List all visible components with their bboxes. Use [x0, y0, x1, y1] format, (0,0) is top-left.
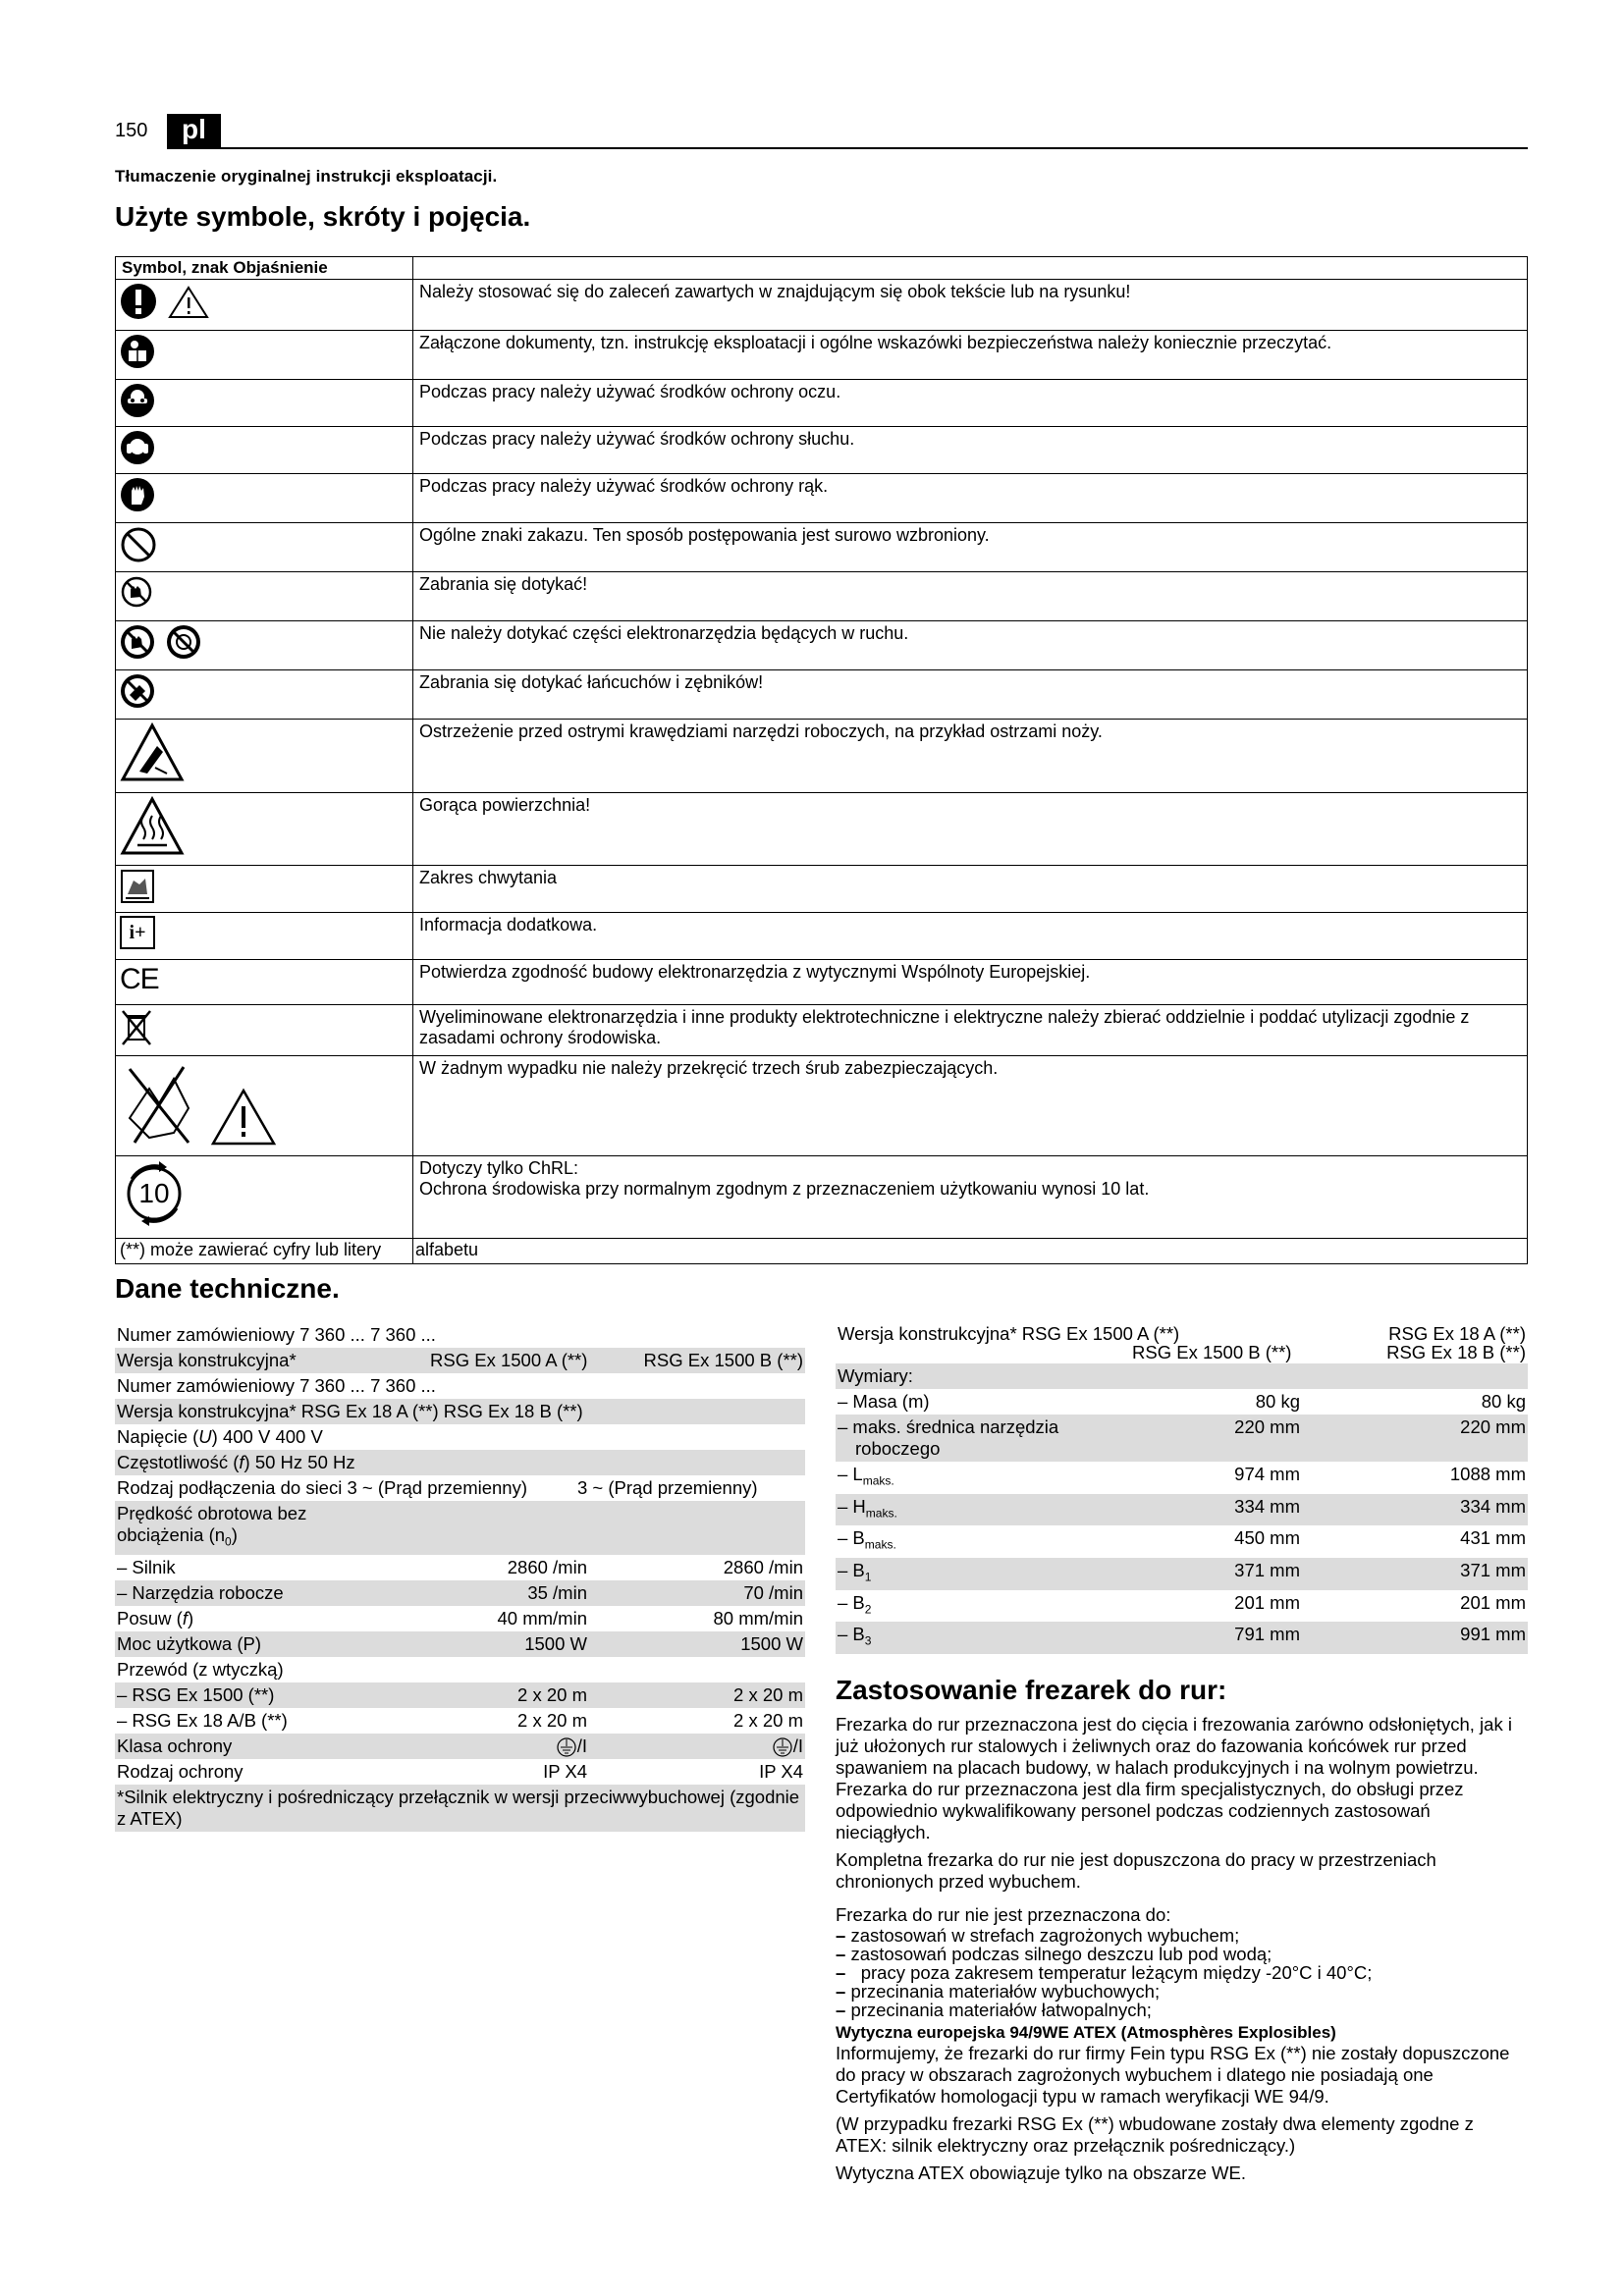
symbol-description: Informacja dodatkowa.	[413, 913, 1528, 960]
footnote-right: alfabetu	[413, 1239, 1528, 1264]
table-row	[116, 913, 1528, 960]
tech-row: Wersja konstrukcyjna* RSG Ex 1500 A (**) RSG Ex 1500 B (**) RSG Ex 18 A (**) RSG Ex 18 B (**)	[838, 1323, 1526, 1362]
symbols-table	[115, 256, 1528, 1264]
symbol-description: Potwierdza zgodność budowy elektronarzędzia z wytycznymi Wspólnoty Europejskiej.	[413, 960, 1528, 1005]
china-rohs-10-icon	[120, 1159, 189, 1228]
eye-protection-icon	[120, 383, 155, 418]
not-intended-list	[836, 1926, 1528, 2019]
tech-row: Prędkość obrotowa bez obciążenia $(n_0)$	[115, 1501, 805, 1555]
do-not-touch-icon	[120, 575, 153, 609]
tech-row: Częstotliwość (f) 50 Hz 50 Hz	[115, 1450, 805, 1475]
tech-row: – $B_1$ 371 mm 371 mm	[836, 1558, 1528, 1590]
no-touch-moving-parts-icon	[120, 624, 155, 660]
tech-row: Rodzaj podłączenia do sieci 3 ~ (Prąd przemienny) 3 ~ (Prąd przemienny)	[117, 1477, 758, 1498]
prohibition-icon	[120, 526, 157, 563]
tech-note: *Silnik elektryczny i pośredniczący przełącznik w wersji przeciwwybuchowej (zgodnie z ATEX)	[115, 1785, 805, 1832]
ten-years-label: 10	[138, 1178, 170, 1208]
table-row	[116, 427, 1528, 474]
tech-row: – $H_{maks.}$ 334 mm 334 mm	[836, 1494, 1528, 1526]
table-header-row	[116, 257, 1528, 280]
info-icon: i+	[120, 916, 155, 949]
tech-row: Napięcie (U) 400 V 400 V	[117, 1426, 323, 1447]
tech-row: Posuw (f) 40 mm/min 80 mm/min	[117, 1607, 803, 1629]
application-section	[836, 1714, 1528, 2190]
table-row	[116, 380, 1528, 427]
table-row	[116, 474, 1528, 523]
table-footer-row	[116, 1239, 1528, 1264]
ce-mark-icon: CE	[120, 963, 159, 995]
paragraph: Frezarka do rur przeznaczona jest do cięcia i frezowania zarówno odsłoniętych, jak i już ułożonych rur stalowych i żeliwnych oraz do fazowania końcówek rur przed spawaniem na placach budowy, w halach produkcyjnych i na wolnym powietrzu. Frezarka do rur przeznaczona jest dla firm specjalistycznych, do obsługi przez odpowiednio wykwalifikowany personel podczas codziennych zastosowań nieciągłych.	[836, 1714, 1512, 1842]
sharp-edges-warning-icon	[120, 722, 185, 783]
tech-data-right-column	[836, 1322, 1528, 1654]
application-section-title: Zastosowanie frezarek do rur:	[836, 1675, 1227, 1705]
language-badge: pl	[167, 114, 221, 147]
symbol-description: Ostrzeżenie przed ostrymi krawędziami narzędzi roboczych, na przykład ostrzami noży.	[413, 720, 1528, 793]
tech-row: Wersja konstrukcyjna* RSG Ex 1500 A (**) RSG Ex 1500 B (**)	[115, 1348, 805, 1373]
table-row	[116, 621, 1528, 670]
paragraph: (W przypadku frezarki RSG Ex (**) wbudowane zostały dwa elementy zgodne z ATEX: silnik elektryczny oraz przełącznik pośredniczący.)	[836, 2113, 1474, 2156]
hand-protection-icon	[120, 477, 155, 512]
symbol-description: Ogólne znaki zakazu. Ten sposób postępowania jest surowo wzbroniony.	[413, 523, 1528, 572]
tech-row: Wersja konstrukcyjna* RSG Ex 18 A (**) RSG Ex 18 B (**)	[115, 1399, 805, 1424]
tech-row: Wymiary:	[836, 1363, 1528, 1389]
tech-row: Moc użytkowa (P) 1500 W 1500 W	[115, 1631, 805, 1657]
symbol-description: Gorąca powierzchnia!	[413, 793, 1528, 866]
symbol-description: Zabrania się dotykać łańcuchów i zębników!	[413, 670, 1528, 720]
table-row	[116, 670, 1528, 720]
tech-row: Przewód (z wtyczką)	[117, 1658, 284, 1680]
tech-row: Klasa ochrony /I /I	[115, 1734, 805, 1759]
hot-surface-icon	[120, 796, 185, 857]
tech-row: Rodzaj ochrony IP X4 IP X4	[117, 1760, 803, 1782]
grip-range-icon	[120, 869, 155, 904]
header-rule	[167, 147, 1528, 149]
table-row	[116, 1156, 1528, 1239]
tech-row: Numer zamówieniowy 7 360 ... 7 360 ...	[117, 1375, 436, 1396]
symbol-description: W żadnym wypadku nie należy przekręcić trzech śrub zabezpieczających.	[413, 1056, 1528, 1156]
document-subtitle: Tłumaczenie oryginalnej instrukcji eksploatacji.	[115, 167, 498, 186]
paragraph: Kompletna frezarka do rur nie jest dopuszczona do pracy w przestrzeniach chronionych przed wybuchem.	[836, 1849, 1436, 1892]
tech-row: – Narzędzia robocze 35 /min 70 /min	[115, 1580, 805, 1606]
mandatory-action-icon	[120, 283, 157, 320]
table-row	[116, 720, 1528, 793]
do-not-turn-screws-icon	[120, 1059, 198, 1148]
tech-row: – $L_{maks.}$ 974 mm 1088 mm	[838, 1464, 1526, 1488]
list-item: – przecinania materiałów wybuchowych;	[836, 1982, 1528, 2001]
tech-row: – RSG Ex 18 A/B (**) 2 x 20 m 2 x 20 m	[117, 1709, 803, 1731]
table-row	[116, 331, 1528, 380]
symbol-description: Podczas pracy należy używać środków ochrony słuchu.	[413, 427, 1528, 474]
symbol-description: Podczas pracy należy używać środków ochrony oczu.	[413, 380, 1528, 427]
table-row	[116, 523, 1528, 572]
table-row	[116, 1005, 1528, 1056]
tech-row: – Silnik 2860 /min 2860 /min	[117, 1556, 803, 1577]
table-row	[116, 960, 1528, 1005]
symbol-description: Załączone dokumenty, tzn. instrukcję eksploatacji i ogólne wskazówki bezpieczeństwa należy koniecznie przeczytać.	[413, 331, 1528, 380]
tech-row: Numer zamówieniowy 7 360 ... 7 360 ...	[117, 1324, 436, 1345]
tech-row: – $B_{maks.}$ 450 mm 431 mm	[838, 1527, 1526, 1553]
symbol-description: Wyeliminowane elektronarzędzia i inne produkty elektrotechniczne i elektryczne należy zbierać oddzielnie i poddać utylizacji zgodnie z zasadami ochrony środowiska.	[413, 1005, 1528, 1056]
tech-data-title: Dane techniczne.	[115, 1273, 340, 1304]
list-item: – pracy poza zakresem temperatur leżącym między -20°C i 40°C;	[836, 1963, 1528, 1982]
atex-heading: Wytyczna europejska 94/9WE ATEX (Atmosphères Explosibles)	[836, 2023, 1336, 2042]
symbol-description: Należy stosować się do zaleceń zawartych w znajdującym się obok tekście lub na rysunku!	[413, 280, 1528, 331]
table-row	[116, 1056, 1528, 1156]
symbols-section-title: Użyte symbole, skróty i pojęcia.	[115, 201, 531, 232]
header-symbol-cell: Symbol, znak Objaśnienie	[116, 257, 413, 280]
tech-row: – Masa (m) 80 kg 80 kg	[838, 1391, 1526, 1412]
symbol-description-line: Dotyczy tylko ChRL:	[419, 1158, 579, 1178]
tech-data-left-column	[115, 1322, 805, 1832]
symbol-description: Zabrania się dotykać!	[413, 572, 1528, 621]
symbol-description: Nie należy dotykać części elektronarzędzia będących w ruchu.	[413, 621, 1528, 670]
warning-triangle-icon	[168, 285, 209, 320]
ground-class-icon	[556, 1737, 577, 1757]
tech-row: – maks. średnica narzędzia roboczego 220 mm 220 mm	[836, 1415, 1528, 1462]
table-row	[116, 280, 1528, 331]
list-item: – przecinania materiałów łatwopalnych;	[836, 2001, 1528, 2019]
tech-row: – $B_2$ 201 mm 201 mm	[838, 1591, 1526, 1617]
table-row	[116, 866, 1528, 913]
symbol-description: Zakres chwytania	[413, 866, 1528, 913]
header-blank-cell	[413, 257, 1528, 280]
read-manual-icon	[120, 334, 155, 369]
no-touch-chains-icon	[120, 673, 155, 709]
weee-crossed-bin-icon	[120, 1008, 153, 1047]
paragraph: Frezarka do rur nie jest przeznaczona do:	[836, 1904, 1171, 1925]
table-row	[116, 572, 1528, 621]
warning-triangle-icon	[209, 1087, 278, 1148]
ground-class-icon	[772, 1737, 793, 1757]
footnote-left: (**) może zawierać cyfry lub litery	[116, 1239, 413, 1264]
paragraph: Wytyczna ATEX obowiązuje tylko na obszarze WE.	[836, 2163, 1246, 2183]
tech-row: – $B_3$ 791 mm 991 mm	[836, 1622, 1528, 1654]
list-item: – zastosowań w strefach zagrożonych wybuchem;	[836, 1926, 1528, 1945]
list-item: – zastosowań podczas silnego deszczu lub pod wodą;	[836, 1945, 1528, 1963]
paragraph: Informujemy, że frezarki do rur firmy Fein typu RSG Ex (**) nie zostały dopuszczone do pracy w obszarach zagrożonych wybuchem i dlatego nie posiadają one Certyfikatów homologacji typu w ramach weryfikacji WE 94/9.	[836, 2043, 1510, 2107]
ear-protection-icon	[120, 430, 155, 465]
page-number: 150	[115, 120, 148, 141]
table-row	[116, 793, 1528, 866]
tech-row: – RSG Ex 1500 (**) 2 x 20 m 2 x 20 m	[115, 1682, 805, 1708]
symbol-description: Podczas pracy należy używać środków ochrony rąk.	[413, 474, 1528, 523]
symbol-description-line: Ochrona środowiska przy normalnym zgodnym z przeznaczeniem użytkowaniu wynosi 10 lat.	[419, 1179, 1150, 1199]
no-touch-rotating-icon	[166, 624, 201, 660]
